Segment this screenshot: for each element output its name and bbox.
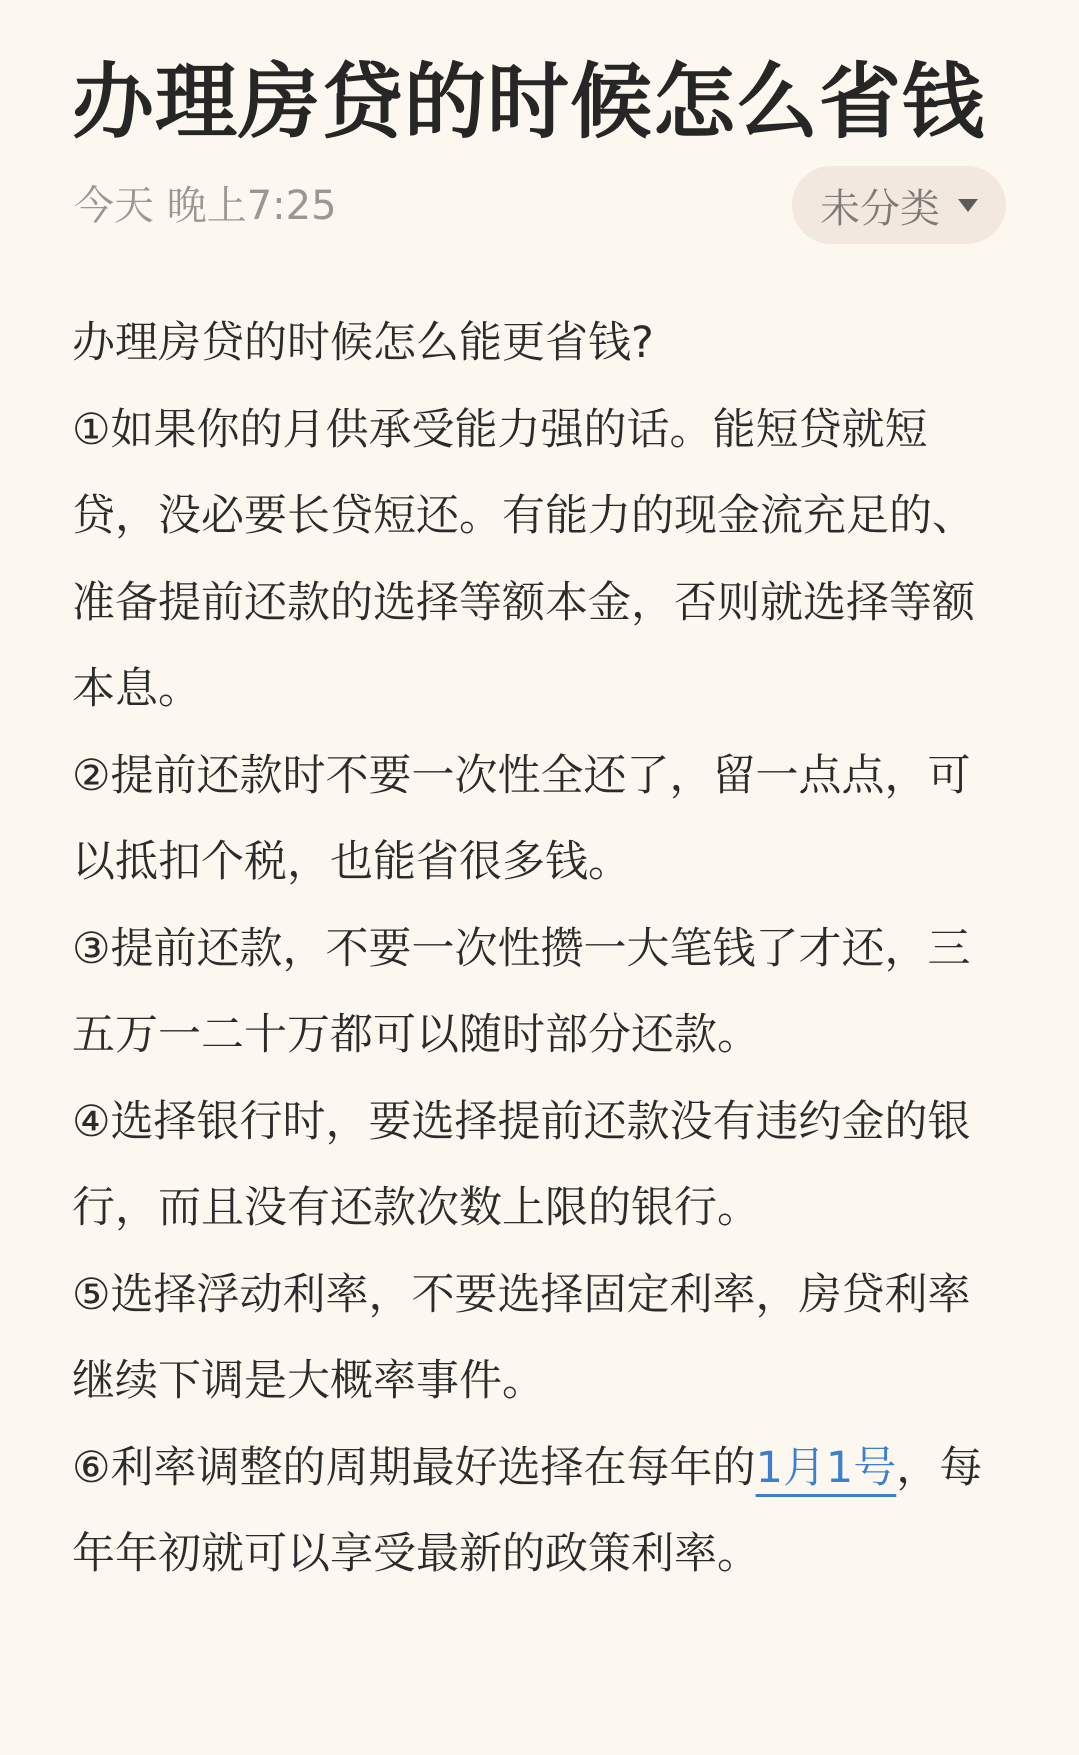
body-tip-5: ⑤选择浮动利率，不要选择固定利率，房贷利率继续下调是大概率事件。	[72, 1269, 971, 1406]
date-link[interactable]: 1月1号	[755, 1442, 897, 1493]
note-body[interactable]	[72, 300, 1012, 1598]
body-tip-6	[72, 1425, 1012, 1598]
chevron-down-icon	[958, 199, 978, 212]
tip-6-text-before: ⑥利率调整的周期最好选择在每年的	[72, 1442, 756, 1493]
note-title[interactable]: 办理房贷的时候怎么省钱	[72, 55, 986, 150]
category-dropdown[interactable]	[792, 166, 1006, 244]
body-question: 办理房贷的时候怎么能更省钱?	[72, 318, 654, 368]
body-tip-3: ③提前还款，不要一次性攒一大笔钱了才还，三五万一二十万都可以随时部分还款。	[72, 923, 971, 1060]
body-tip-2: ②提前还款时不要一次性全还了，留一点点，可以抵扣个税，也能省很多钱。	[72, 750, 971, 887]
tip-6-text-after: ，每年年初就可以享受最新的政策利率。	[72, 1442, 983, 1579]
body-tip-4: ④选择银行时，要选择提前还款没有违约金的银行，而且没有还款次数上限的银行。	[72, 1096, 971, 1233]
category-label: 未分类	[820, 185, 940, 232]
body-tip-1: ①如果你的月供承受能力强的话。能短贷就短贷，没必要长贷短还。有能力的现金流充足的、准备提前还款的选择等额本金，否则就选择等额本息。	[72, 404, 975, 714]
note-timestamp: 今天 晚上7:25	[74, 183, 337, 229]
